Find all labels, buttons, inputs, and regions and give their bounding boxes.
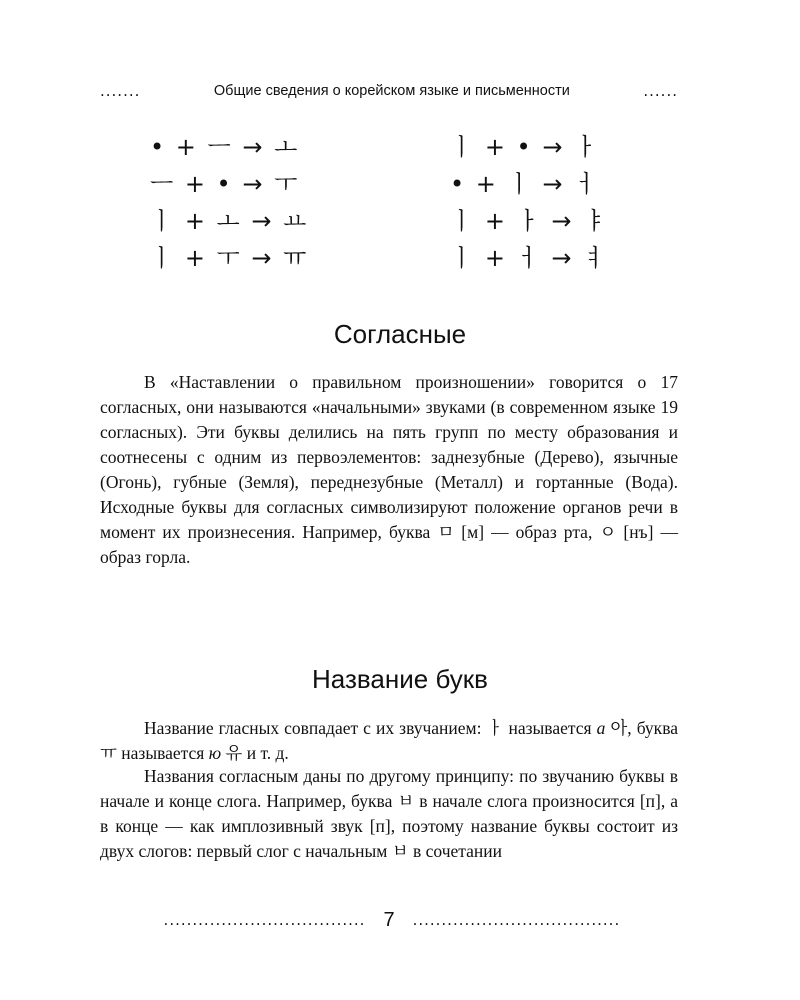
letter-names-paragraph-1 xyxy=(100,716,678,766)
formula-yeo: ㅣ + ㅓ → ㅕ xyxy=(450,244,609,272)
names-p1-italic-a: а xyxy=(596,718,606,738)
formula-eo: • + ㅣ → ㅓ xyxy=(450,170,600,198)
formula-a: ㅣ + • → ㅏ xyxy=(450,133,600,161)
letter-names-heading: Название букв xyxy=(312,664,488,694)
running-header xyxy=(100,80,678,102)
page-number: 7 xyxy=(383,908,395,931)
footer-right-dots: .................................... xyxy=(412,911,621,929)
letter-names-paragraph-2: Названия согласным даны по другому принципу: по звучанию буквы в начале и конце слога. Например, буква ㅂ в начале слога произносится [п], а в конце — как имплозивный звук [п], поэтому название буквы состоит из двух слогов: первый слог с начальным ㅂ в сочетании xyxy=(100,766,678,861)
names-p1-part-a: Название гласных совпадает с их звучанием: ㅏ называется xyxy=(144,718,597,738)
formula-o: • + ㅡ → ㅗ xyxy=(150,133,300,161)
running-header-title: Общие сведения о корейском языке и письменности xyxy=(213,83,570,99)
footer-left-dots: ................................... xyxy=(163,911,366,929)
formula-column-right xyxy=(450,126,608,274)
consonants-heading: Согласные xyxy=(333,319,467,349)
names-p1-italic-yu: ю xyxy=(208,743,222,763)
names-p1-part-e: 유 и т. д. xyxy=(221,743,289,763)
names-p1-part-c: 아, буква ㅠ называется xyxy=(100,718,678,763)
formula-column-left xyxy=(150,126,308,274)
page-footer xyxy=(100,906,678,934)
consonants-paragraph: В «Наставлении о правильном произношении» говорится о 17 согласных, они называются «начальными» звуками (в современном языке 19 согласных). Эти буквы делились на пять групп по месту образования и соотнесены с одним из первоэлементов: заднезубные (Дерево), язычные (Огонь), губные (Земля), переднезубные (Металл) и гортанные (Вода). Исходные буквы для согласных символизируют положение органов речи в момент их произнесения. Например, буква ㅁ [м] — образ рта, ㅇ [нъ] — образ горла. xyxy=(100,372,678,567)
formula-ya: ㅣ + ㅏ → ㅑ xyxy=(450,207,609,235)
formula-u: ㅡ + • → ㅜ xyxy=(150,170,300,198)
header-right-dots: ...... xyxy=(643,82,678,100)
formula-yu: ㅣ + ㅜ → ㅠ xyxy=(150,244,309,272)
formula-yo: ㅣ + ㅗ → ㅛ xyxy=(150,207,309,235)
header-left-dots: ....... xyxy=(100,82,141,100)
